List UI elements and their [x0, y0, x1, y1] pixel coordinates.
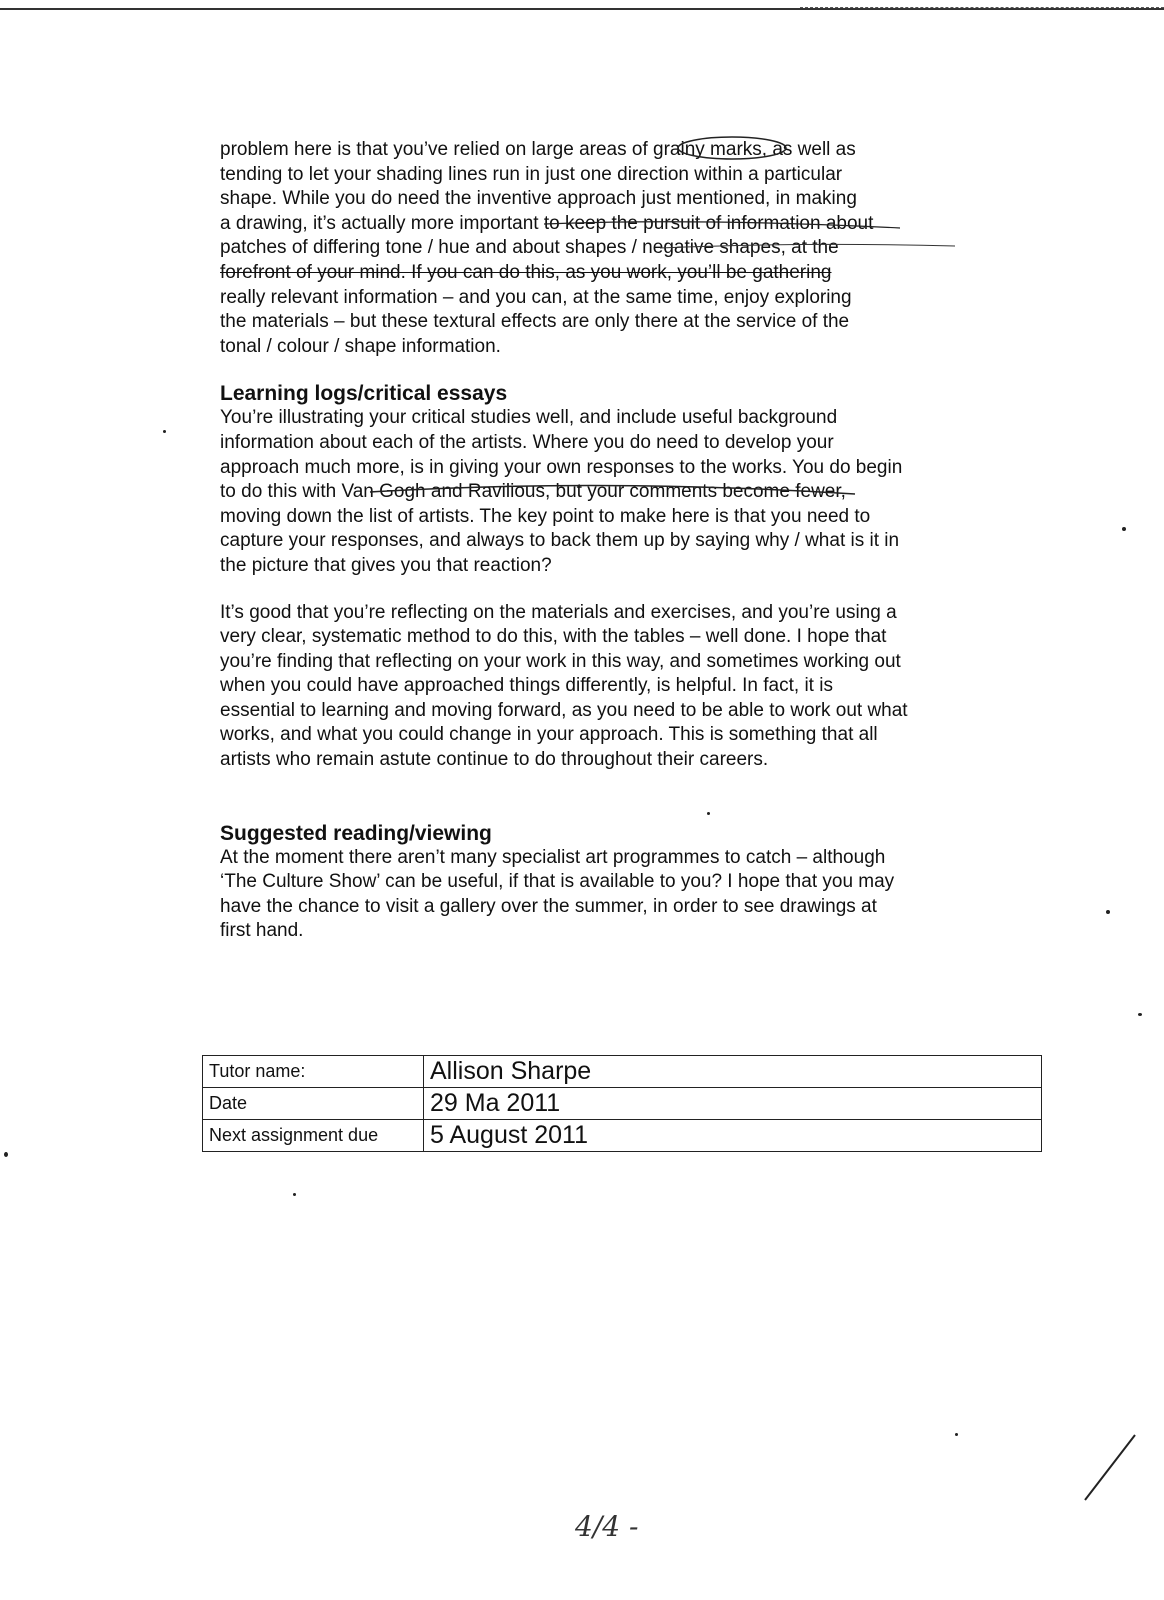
circle-annotation	[678, 137, 786, 159]
text-line: tending to let your shading lines run in just one direction within a particular	[220, 163, 843, 185]
next-assignment-value: 5 August 2011	[424, 1120, 1042, 1152]
scan-speck	[955, 1433, 958, 1436]
tutor-name-label: Tutor name:	[203, 1056, 424, 1088]
handwritten-page-number: 4/4 -	[575, 1510, 639, 1543]
learning-logs-heading: Learning logs/critical essays	[220, 382, 508, 406]
text-line: capture your responses, and always to back them up by saying why / what is it in	[220, 530, 900, 552]
underline-annotation	[660, 244, 955, 248]
text-line: patches of differing tone / hue and about shapes / negative shapes, at the	[220, 237, 839, 259]
scan-speck	[1106, 910, 1110, 914]
text-line: you’re finding that reflecting on your work in this way, and sometimes working out	[220, 650, 901, 672]
text-line: artists who remain astute continue to do throughout their careers.	[220, 749, 769, 771]
suggested-reading-heading: Suggested reading/viewing	[220, 821, 492, 845]
text-line: really relevant information – and you can, at the same time, enjoy exploring	[220, 286, 852, 308]
date-value: 29 Ma 2011	[424, 1088, 1042, 1120]
text-line: works, and what you could change in your approach. This is something that all	[220, 724, 878, 746]
underline-annotation	[544, 222, 900, 228]
text-line: It’s good that you’re reflecting on the materials and exercises, and you’re using a	[220, 601, 897, 623]
text-line: At the moment there aren’t many specialist art programmes to catch – although	[220, 846, 886, 868]
scan-speck	[163, 430, 166, 433]
text-line: information about each of the artists. Where you do need to develop your	[220, 431, 834, 453]
scan-speck	[1138, 1013, 1142, 1016]
text-line: the materials – but these textural effects are only there at the service of the	[220, 311, 850, 333]
text-line: tonal / colour / shape information.	[220, 335, 501, 357]
underline-annotation	[370, 485, 855, 494]
text-line: essential to learning and moving forward, as you need to be able to work out what	[220, 699, 908, 721]
tutor-name-value: Allison Sharpe	[424, 1056, 1042, 1088]
scan-speck	[4, 1152, 8, 1157]
text-line: first hand.	[220, 920, 304, 942]
scan-speck	[707, 812, 710, 815]
text-line: approach much more, is in giving your own responses to the works. You do begin	[220, 456, 903, 478]
text-line: have the chance to visit a gallery over the summer, in order to see drawings at	[220, 895, 877, 917]
text-line: very clear, systematic method to do this, with the tables – well done. I hope that	[220, 626, 887, 648]
text-line: a drawing, it’s actually more important to keep the pursuit of information about	[220, 212, 874, 234]
pen-stroke	[1085, 1435, 1135, 1500]
scan-speck	[293, 1193, 296, 1196]
next-assignment-label: Next assignment due	[203, 1120, 424, 1152]
text-line: problem here is that you’ve relied on large areas of grainy marks, as well as	[220, 139, 856, 160]
scan-speck	[1122, 527, 1126, 531]
text-line: the picture that gives you that reaction?	[220, 554, 552, 576]
text-line: when you could have approached things differently, is helpful. In fact, it is	[220, 675, 833, 697]
date-label: Date	[203, 1088, 424, 1120]
text-line: You’re illustrating your critical studies well, and include useful background	[220, 407, 838, 429]
text-line: moving down the list of artists. The key point to make here is that you need to	[220, 505, 871, 527]
text-line: shape. While you do need the inventive approach just mentioned, in making	[220, 188, 857, 210]
text-line: ‘The Culture Show’ can be useful, if that is available to you? I hope that you may	[220, 871, 895, 893]
text-line: to do this with Van Gogh and Ravilious, but your comments become fewer,	[220, 481, 846, 503]
text-line-struck: forefront of your mind. If you can do this, as you work, you’ll be gathering	[220, 261, 832, 283]
